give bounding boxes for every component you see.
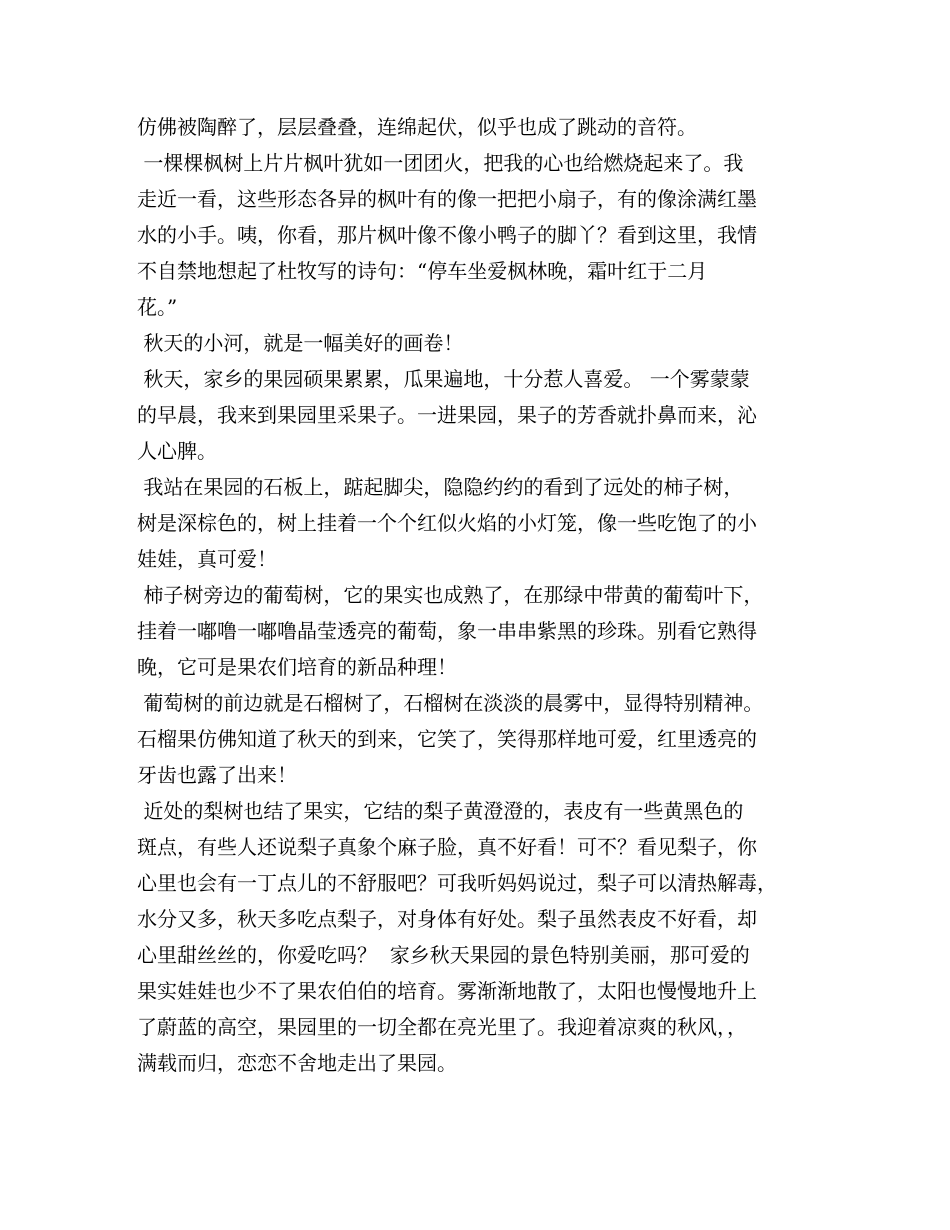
text-line: 树是深棕色的，树上挂着一个个红似火焰的小灯笼，像一些吃饱了的小 — [137, 511, 757, 535]
text-line: 了蔚蓝的高空，果园里的一切全都在亮光里了。我迎着凉爽的秋风，， — [137, 1015, 747, 1039]
text-line: 满载而归，恋恋不舍地走出了果园。 — [137, 1051, 457, 1075]
text-line: 娃娃，真可爱！ — [137, 547, 277, 571]
text-line: 一棵棵枫树上片片枫叶犹如一团团火，把我的心也给燃烧起来了。我 — [137, 151, 744, 175]
text-line: 秋天，家乡的果园硕果累累，瓜果遍地，十分惹人喜爱。 一个雾蒙蒙 — [137, 367, 750, 391]
text-line: 水的小手。咦，你看，那片枫叶像不像小鸭子的脚丫？看到这里，我情 — [137, 223, 757, 247]
text-line: 牙齿也露了出来！ — [137, 763, 297, 787]
text-line: 秋天的小河，就是一幅美好的画卷！ — [137, 331, 464, 355]
text-line: 仿佛被陶醉了，层层叠叠，连绵起伏，似乎也成了跳动的音符。 — [137, 115, 697, 139]
text-line: 石榴果仿佛知道了秋天的到来，它笑了，笑得那样地可爱，红里透亮的 — [137, 727, 757, 751]
text-line: 果实娃娃也少不了果农伯伯的培育。雾渐渐地散了，太阳也慢慢地升上 — [137, 979, 757, 1003]
text-line: 晚，它可是果农们培育的新品种理！ — [137, 655, 457, 679]
text-line: 柿子树旁边的葡萄树，它的果实也成熟了，在那绿中带黄的葡萄叶下， — [137, 583, 764, 607]
text-line: 葡萄树的前边就是石榴树了，石榴树在淡淡的晨雾中，显得特别精神。 — [137, 691, 764, 715]
text-line: 近处的梨树也结了果实，它结的梨子黄澄澄的，表皮有一些黄黑色的 — [137, 799, 744, 823]
text-line: 水分又多，秋天多吃点梨子，对身体有好处。梨子虽然表皮不好看，却 — [137, 907, 757, 931]
text-line: 走近一看，这些形态各异的枫叶有的像一把把小扇子，有的像涂满红墨 — [137, 187, 757, 211]
text-line: 我站在果园的石板上，踮起脚尖，隐隐约约的看到了远处的柿子树， — [137, 475, 744, 499]
text-line: 挂着一嘟噜一嘟噜晶莹透亮的葡萄，象一串串紫黑的珍珠。别看它熟得 — [137, 619, 757, 643]
text-line: 花。” — [137, 295, 178, 319]
text-line: 心里甜丝丝的，你爱吃吗？ 家乡秋天果园的景色特别美丽，那可爱的 — [137, 943, 750, 967]
document-body — [137, 109, 837, 1081]
text-line: 心里也会有一丁点儿的不舒服吧？可我听妈妈说过，梨子可以清热解毒， — [137, 871, 777, 895]
text-line: 的早晨，我来到果园里采果子。一进果园，果子的芳香就扑鼻而来，沁 — [137, 403, 757, 427]
text-line: 斑点，有些人还说梨子真象个麻子脸，真不好看！可不？看见梨子，你 — [137, 835, 757, 859]
text-line: 人心脾。 — [137, 439, 217, 463]
text-line: 不自禁地想起了杜牧写的诗句：“停车坐爱枫林晚，霜叶红于二月 — [137, 259, 708, 283]
